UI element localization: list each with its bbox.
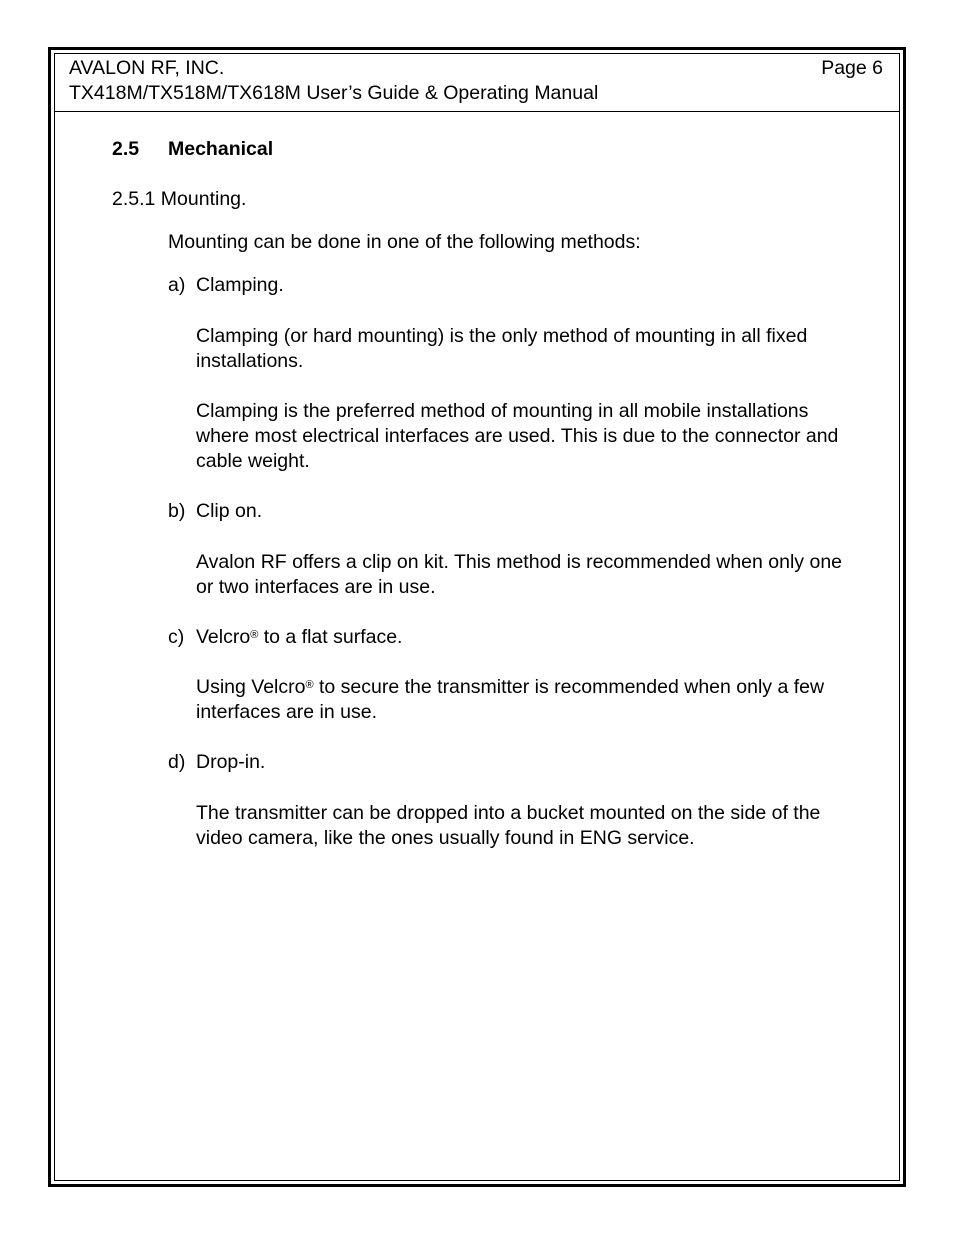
- item-d-letter: d): [168, 751, 186, 773]
- section-number: 2.5: [112, 138, 140, 160]
- item-a-paragraph-2: Clamping is the preferred method of mounting in all mobile installations where most electrical interfaces are used. This is due to the connector and cable weight.: [196, 400, 839, 472]
- company-name: AVALON RF, INC.: [69, 57, 225, 79]
- page-border-inner: [54, 53, 900, 1181]
- item-b-paragraph-1: Avalon RF offers a clip on kit. This method is recommended when only one or two interfaces are in use.: [196, 551, 843, 598]
- subsection-heading: 2.5.1 Mounting.: [112, 188, 247, 210]
- item-c-label-rest: to a flat surface.: [258, 626, 403, 648]
- item-a-paragraph-1: Clamping (or hard mounting) is the only method of mounting in all fixed installations.: [196, 325, 808, 372]
- item-c-para-rest: to secure the transmitter is recommended when only a few interfaces are in use.: [196, 676, 825, 723]
- item-b-label: Clip on.: [196, 500, 263, 522]
- registered-mark: ®: [250, 629, 259, 641]
- document-title: TX418M/TX518M/TX618M User’s Guide & Operating Manual: [69, 82, 599, 104]
- item-c-letter: c): [168, 626, 185, 648]
- item-a-letter: a): [168, 274, 186, 296]
- intro-text: Mounting can be done in one of the following methods:: [168, 231, 641, 253]
- item-c-paragraph-1: [196, 675, 846, 725]
- item-b-letter: b): [168, 500, 186, 522]
- page-number: Page 6: [821, 57, 883, 79]
- item-d-label: Drop-in.: [196, 751, 266, 773]
- item-d-paragraph-1: The transmitter can be dropped into a bucket mounted on the side of the video camera, like the ones usually found in ENG service.: [196, 802, 821, 849]
- header-divider: [54, 111, 900, 112]
- item-c-label: [196, 625, 402, 650]
- item-c-para-text: Using Velcro: [196, 676, 306, 698]
- item-a-label: Clamping.: [196, 274, 284, 296]
- item-c-label-text: Velcro: [196, 626, 251, 648]
- section-title: Mechanical: [168, 138, 274, 160]
- registered-mark: ®: [305, 679, 314, 691]
